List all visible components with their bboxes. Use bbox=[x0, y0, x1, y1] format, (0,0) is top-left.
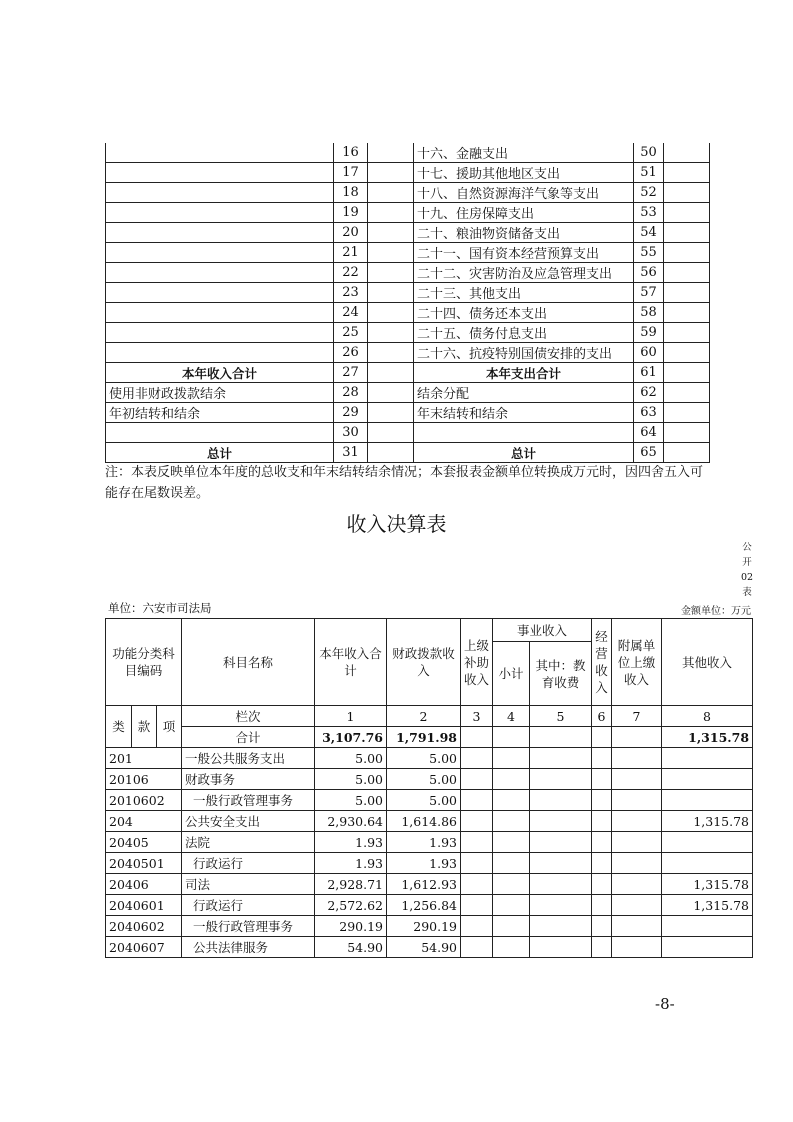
right-amount-cell bbox=[664, 143, 710, 163]
col-no: 1 bbox=[315, 706, 387, 727]
sum-row-fiscal: 1,791.98 bbox=[387, 727, 461, 748]
left-amount-cell bbox=[368, 343, 414, 363]
table-code-char: 表 bbox=[742, 587, 752, 598]
header-lei: 类 bbox=[106, 706, 132, 748]
right-item-label: 二十、粮油物资储备支出 bbox=[414, 223, 634, 243]
subject-name: 公共法律服务 bbox=[182, 937, 315, 958]
income-total: 5.00 bbox=[315, 748, 387, 769]
sum-row-cell bbox=[461, 727, 493, 748]
left-amount-cell bbox=[368, 323, 414, 343]
left-item-cell bbox=[106, 343, 334, 363]
left-amount-cell bbox=[368, 203, 414, 223]
fiscal-income: 290.19 bbox=[387, 916, 461, 937]
sum-row-cell bbox=[592, 727, 612, 748]
left-line-no: 18 bbox=[334, 183, 368, 203]
superior-income bbox=[461, 916, 493, 937]
fiscal-income: 1.93 bbox=[387, 832, 461, 853]
left-item-cell bbox=[106, 183, 334, 203]
left-item-cell bbox=[106, 323, 334, 343]
left-line-no: 25 bbox=[334, 323, 368, 343]
col-no: 2 bbox=[387, 706, 461, 727]
business-income bbox=[592, 832, 612, 853]
table-code-char: 02 bbox=[740, 572, 754, 583]
header-col-no-label: 栏次 bbox=[182, 706, 315, 727]
left-item-cell bbox=[106, 243, 334, 263]
career-subtotal bbox=[493, 748, 530, 769]
career-subtotal bbox=[493, 853, 530, 874]
table-row bbox=[106, 203, 710, 223]
other-income: 1,315.78 bbox=[662, 874, 753, 895]
subject-name: 财政事务 bbox=[182, 769, 315, 790]
table-row bbox=[106, 916, 753, 937]
right-item-label: 二十四、债务还本支出 bbox=[414, 303, 634, 323]
sum-row-cell bbox=[612, 727, 662, 748]
affiliated-income bbox=[612, 811, 662, 832]
right-line-no: 59 bbox=[634, 323, 664, 343]
header-code: 功能分类科目编码 bbox=[106, 619, 182, 706]
income-total: 1.93 bbox=[315, 853, 387, 874]
header-total: 本年收入合计 bbox=[315, 619, 387, 706]
table-code-char: 开 bbox=[742, 557, 752, 568]
fiscal-income: 1.93 bbox=[387, 853, 461, 874]
table-row bbox=[106, 832, 753, 853]
left-amount-cell bbox=[368, 423, 414, 443]
right-line-no: 58 bbox=[634, 303, 664, 323]
left-item-cell bbox=[106, 163, 334, 183]
fiscal-income: 5.00 bbox=[387, 769, 461, 790]
header-subtotal: 小计 bbox=[493, 642, 530, 706]
right-line-no: 65 bbox=[634, 443, 664, 463]
right-amount-cell bbox=[664, 303, 710, 323]
subject-name: 法院 bbox=[182, 832, 315, 853]
table-row bbox=[106, 303, 710, 323]
left-item-cell bbox=[106, 303, 334, 323]
table-row bbox=[106, 937, 753, 958]
superior-income bbox=[461, 937, 493, 958]
subject-code: 2040601 bbox=[106, 895, 182, 916]
fiscal-income: 54.90 bbox=[387, 937, 461, 958]
right-line-no: 64 bbox=[634, 423, 664, 443]
edu-fee bbox=[530, 853, 592, 874]
superior-income bbox=[461, 874, 493, 895]
other-income: 1,315.78 bbox=[662, 895, 753, 916]
subject-name: 一般公共服务支出 bbox=[182, 748, 315, 769]
superior-income bbox=[461, 790, 493, 811]
left-amount-cell bbox=[368, 403, 414, 423]
table-row bbox=[106, 748, 753, 769]
right-amount-cell bbox=[664, 423, 710, 443]
affiliated-income bbox=[612, 895, 662, 916]
table-row bbox=[106, 343, 710, 363]
right-item-label: 十九、住房保障支出 bbox=[414, 203, 634, 223]
left-line-no: 20 bbox=[334, 223, 368, 243]
affiliated-income bbox=[612, 874, 662, 895]
affiliated-income bbox=[612, 937, 662, 958]
left-line-no: 17 bbox=[334, 163, 368, 183]
left-line-no: 23 bbox=[334, 283, 368, 303]
left-item-cell bbox=[106, 143, 334, 163]
business-income bbox=[592, 811, 612, 832]
right-amount-cell bbox=[664, 343, 710, 363]
sum-row-label: 合计 bbox=[182, 727, 315, 748]
edu-fee bbox=[530, 769, 592, 790]
table-row bbox=[106, 283, 710, 303]
table-row bbox=[106, 443, 710, 463]
career-subtotal bbox=[493, 811, 530, 832]
right-line-no: 57 bbox=[634, 283, 664, 303]
sum-row-cell bbox=[493, 727, 530, 748]
right-amount-cell bbox=[664, 243, 710, 263]
right-line-no: 62 bbox=[634, 383, 664, 403]
other-income bbox=[662, 832, 753, 853]
col-no: 4 bbox=[493, 706, 530, 727]
income-total: 5.00 bbox=[315, 790, 387, 811]
subject-code: 201 bbox=[106, 748, 182, 769]
header-career: 事业收入 bbox=[493, 619, 592, 642]
income-statement-table bbox=[105, 618, 753, 958]
career-subtotal bbox=[493, 769, 530, 790]
subject-code: 204 bbox=[106, 811, 182, 832]
expense-total-label: 本年支出合计 bbox=[414, 363, 634, 383]
business-income bbox=[592, 769, 612, 790]
right-line-no: 52 bbox=[634, 183, 664, 203]
right-item-label: 年末结转和结余 bbox=[414, 403, 634, 423]
left-item-cell bbox=[106, 203, 334, 223]
other-income bbox=[662, 769, 753, 790]
subject-code: 2010602 bbox=[106, 790, 182, 811]
left-amount-cell bbox=[368, 283, 414, 303]
subject-name: 一般行政管理事务 bbox=[182, 916, 315, 937]
fiscal-income: 1,256.84 bbox=[387, 895, 461, 916]
right-item-label: 二十五、债务付息支出 bbox=[414, 323, 634, 343]
income-total: 54.90 bbox=[315, 937, 387, 958]
table-row bbox=[106, 323, 710, 343]
income-total: 2,928.71 bbox=[315, 874, 387, 895]
table-row bbox=[106, 423, 710, 443]
affiliated-income bbox=[612, 832, 662, 853]
edu-fee bbox=[530, 748, 592, 769]
left-line-no: 24 bbox=[334, 303, 368, 323]
right-amount-cell bbox=[664, 443, 710, 463]
other-income bbox=[662, 748, 753, 769]
subject-code: 2040501 bbox=[106, 853, 182, 874]
left-item-cell bbox=[106, 283, 334, 303]
right-item-label: 十八、自然资源海洋气象等支出 bbox=[414, 183, 634, 203]
header-name: 科目名称 bbox=[182, 619, 315, 706]
table-row bbox=[106, 383, 710, 403]
edu-fee bbox=[530, 937, 592, 958]
expenditure-summary-table bbox=[105, 143, 710, 463]
edu-fee bbox=[530, 790, 592, 811]
subject-name: 一般行政管理事务 bbox=[182, 790, 315, 811]
table-row bbox=[106, 223, 710, 243]
sum-row-cell bbox=[530, 727, 592, 748]
left-item-cell bbox=[106, 223, 334, 243]
right-line-no: 56 bbox=[634, 263, 664, 283]
left-line-no: 28 bbox=[334, 383, 368, 403]
edu-fee bbox=[530, 832, 592, 853]
header-affiliated: 附属单位上缴收入 bbox=[612, 619, 662, 706]
superior-income bbox=[461, 811, 493, 832]
right-line-no: 50 bbox=[634, 143, 664, 163]
left-line-no: 27 bbox=[334, 363, 368, 383]
right-line-no: 53 bbox=[634, 203, 664, 223]
career-subtotal bbox=[493, 874, 530, 895]
subject-name: 公共安全支出 bbox=[182, 811, 315, 832]
table-code-char: 公 bbox=[742, 542, 752, 553]
left-item-label: 年初结转和结余 bbox=[106, 403, 334, 423]
table-row bbox=[106, 895, 753, 916]
income-total: 290.19 bbox=[315, 916, 387, 937]
career-subtotal bbox=[493, 937, 530, 958]
income-total-label: 本年收入合计 bbox=[106, 363, 334, 383]
grand-total-label: 总计 bbox=[414, 443, 634, 463]
header-business: 经营收入 bbox=[592, 619, 612, 706]
left-line-no: 16 bbox=[334, 143, 368, 163]
subject-code: 20106 bbox=[106, 769, 182, 790]
left-amount-cell bbox=[368, 163, 414, 183]
right-line-no: 55 bbox=[634, 243, 664, 263]
left-line-no: 29 bbox=[334, 403, 368, 423]
col-no: 8 bbox=[662, 706, 753, 727]
left-item-cell bbox=[106, 423, 334, 443]
table-row bbox=[106, 811, 753, 832]
other-income bbox=[662, 937, 753, 958]
table-row bbox=[106, 769, 753, 790]
edu-fee bbox=[530, 874, 592, 895]
fiscal-income: 5.00 bbox=[387, 748, 461, 769]
grand-total-label: 总计 bbox=[106, 443, 334, 463]
right-line-no: 60 bbox=[634, 343, 664, 363]
right-amount-cell bbox=[664, 223, 710, 243]
career-subtotal bbox=[493, 916, 530, 937]
table-row bbox=[106, 790, 753, 811]
left-line-no: 26 bbox=[334, 343, 368, 363]
left-line-no: 19 bbox=[334, 203, 368, 223]
right-item-label: 十六、金融支出 bbox=[414, 143, 634, 163]
subject-code: 2040607 bbox=[106, 937, 182, 958]
right-amount-cell bbox=[664, 183, 710, 203]
unit-label: 单位：六安市司法局 bbox=[108, 601, 212, 615]
right-line-no: 61 bbox=[634, 363, 664, 383]
left-amount-cell bbox=[368, 363, 414, 383]
income-total: 2,572.62 bbox=[315, 895, 387, 916]
affiliated-income bbox=[612, 769, 662, 790]
affiliated-income bbox=[612, 790, 662, 811]
other-income bbox=[662, 853, 753, 874]
business-income bbox=[592, 748, 612, 769]
income-total: 2,930.64 bbox=[315, 811, 387, 832]
business-income bbox=[592, 790, 612, 811]
left-line-no: 22 bbox=[334, 263, 368, 283]
left-line-no: 31 bbox=[334, 443, 368, 463]
right-item-label: 二十一、国有资本经营预算支出 bbox=[414, 243, 634, 263]
subject-code: 2040602 bbox=[106, 916, 182, 937]
left-line-no: 30 bbox=[334, 423, 368, 443]
page-title: 收入决算表 bbox=[346, 512, 447, 536]
col-no: 3 bbox=[461, 706, 493, 727]
header-other: 其他收入 bbox=[662, 619, 753, 706]
right-line-no: 63 bbox=[634, 403, 664, 423]
business-income bbox=[592, 853, 612, 874]
right-amount-cell bbox=[664, 283, 710, 303]
header-fiscal: 财政拨款收入 bbox=[387, 619, 461, 706]
right-amount-cell bbox=[664, 163, 710, 183]
subject-name: 行政运行 bbox=[182, 895, 315, 916]
table-row bbox=[106, 183, 710, 203]
left-amount-cell bbox=[368, 383, 414, 403]
header-edu-fee: 其中：教育收费 bbox=[530, 642, 592, 706]
left-item-label: 使用非财政拨款结余 bbox=[106, 383, 334, 403]
col-no: 6 bbox=[592, 706, 612, 727]
right-amount-cell bbox=[664, 383, 710, 403]
right-item-label: 结余分配 bbox=[414, 383, 634, 403]
col-no: 7 bbox=[612, 706, 662, 727]
other-income: 1,315.78 bbox=[662, 811, 753, 832]
affiliated-income bbox=[612, 916, 662, 937]
income-total: 1.93 bbox=[315, 832, 387, 853]
other-income bbox=[662, 916, 753, 937]
left-item-cell bbox=[106, 263, 334, 283]
left-amount-cell bbox=[368, 143, 414, 163]
affiliated-income bbox=[612, 853, 662, 874]
header-superior: 上级补助收入 bbox=[461, 619, 493, 706]
superior-income bbox=[461, 769, 493, 790]
col-no: 5 bbox=[530, 706, 592, 727]
right-amount-cell bbox=[664, 363, 710, 383]
left-amount-cell bbox=[368, 303, 414, 323]
money-unit-label: 金额单位：万元 bbox=[681, 606, 751, 617]
edu-fee bbox=[530, 895, 592, 916]
right-item-label: 二十二、灾害防治及应急管理支出 bbox=[414, 263, 634, 283]
subject-name: 司法 bbox=[182, 874, 315, 895]
business-income bbox=[592, 874, 612, 895]
edu-fee bbox=[530, 811, 592, 832]
right-amount-cell bbox=[664, 203, 710, 223]
edu-fee bbox=[530, 916, 592, 937]
career-subtotal bbox=[493, 895, 530, 916]
table-row bbox=[106, 263, 710, 283]
business-income bbox=[592, 937, 612, 958]
career-subtotal bbox=[493, 832, 530, 853]
left-amount-cell bbox=[368, 243, 414, 263]
table-note: 注：本表反映单位本年度的总收支和年末结转结余情况；本套报表金额单位转换成万元时，因四舍五入可能存在尾数误差。 bbox=[105, 465, 704, 501]
sum-row-total: 3,107.76 bbox=[315, 727, 387, 748]
career-subtotal bbox=[493, 790, 530, 811]
subject-code: 20405 bbox=[106, 832, 182, 853]
table-row bbox=[106, 243, 710, 263]
table-row bbox=[106, 403, 710, 423]
left-line-no: 21 bbox=[334, 243, 368, 263]
right-line-no: 54 bbox=[634, 223, 664, 243]
table-row bbox=[106, 163, 710, 183]
subject-code: 20406 bbox=[106, 874, 182, 895]
right-item-label: 二十六、抗疫特别国债安排的支出 bbox=[414, 343, 634, 363]
fiscal-income: 1,614.86 bbox=[387, 811, 461, 832]
income-total: 5.00 bbox=[315, 769, 387, 790]
fiscal-income: 1,612.93 bbox=[387, 874, 461, 895]
superior-income bbox=[461, 832, 493, 853]
business-income bbox=[592, 916, 612, 937]
left-amount-cell bbox=[368, 263, 414, 283]
subject-name: 行政运行 bbox=[182, 853, 315, 874]
business-income bbox=[592, 895, 612, 916]
table-row bbox=[106, 874, 753, 895]
right-amount-cell bbox=[664, 323, 710, 343]
table-code bbox=[740, 540, 754, 600]
superior-income bbox=[461, 853, 493, 874]
sum-row-other: 1,315.78 bbox=[662, 727, 753, 748]
table-row bbox=[106, 143, 710, 163]
right-item-cell bbox=[414, 423, 634, 443]
left-amount-cell bbox=[368, 223, 414, 243]
fiscal-income: 5.00 bbox=[387, 790, 461, 811]
right-item-label: 十七、援助其他地区支出 bbox=[414, 163, 634, 183]
page-number: -8- bbox=[655, 995, 675, 1013]
right-line-no: 51 bbox=[634, 163, 664, 183]
right-amount-cell bbox=[664, 263, 710, 283]
left-amount-cell bbox=[368, 443, 414, 463]
header-xiang: 项 bbox=[157, 706, 182, 748]
other-income bbox=[662, 790, 753, 811]
affiliated-income bbox=[612, 748, 662, 769]
superior-income bbox=[461, 895, 493, 916]
header-kuan: 款 bbox=[132, 706, 157, 748]
superior-income bbox=[461, 748, 493, 769]
table-row bbox=[106, 853, 753, 874]
table-row bbox=[106, 363, 710, 383]
right-item-label: 二十三、其他支出 bbox=[414, 283, 634, 303]
right-amount-cell bbox=[664, 403, 710, 423]
left-amount-cell bbox=[368, 183, 414, 203]
